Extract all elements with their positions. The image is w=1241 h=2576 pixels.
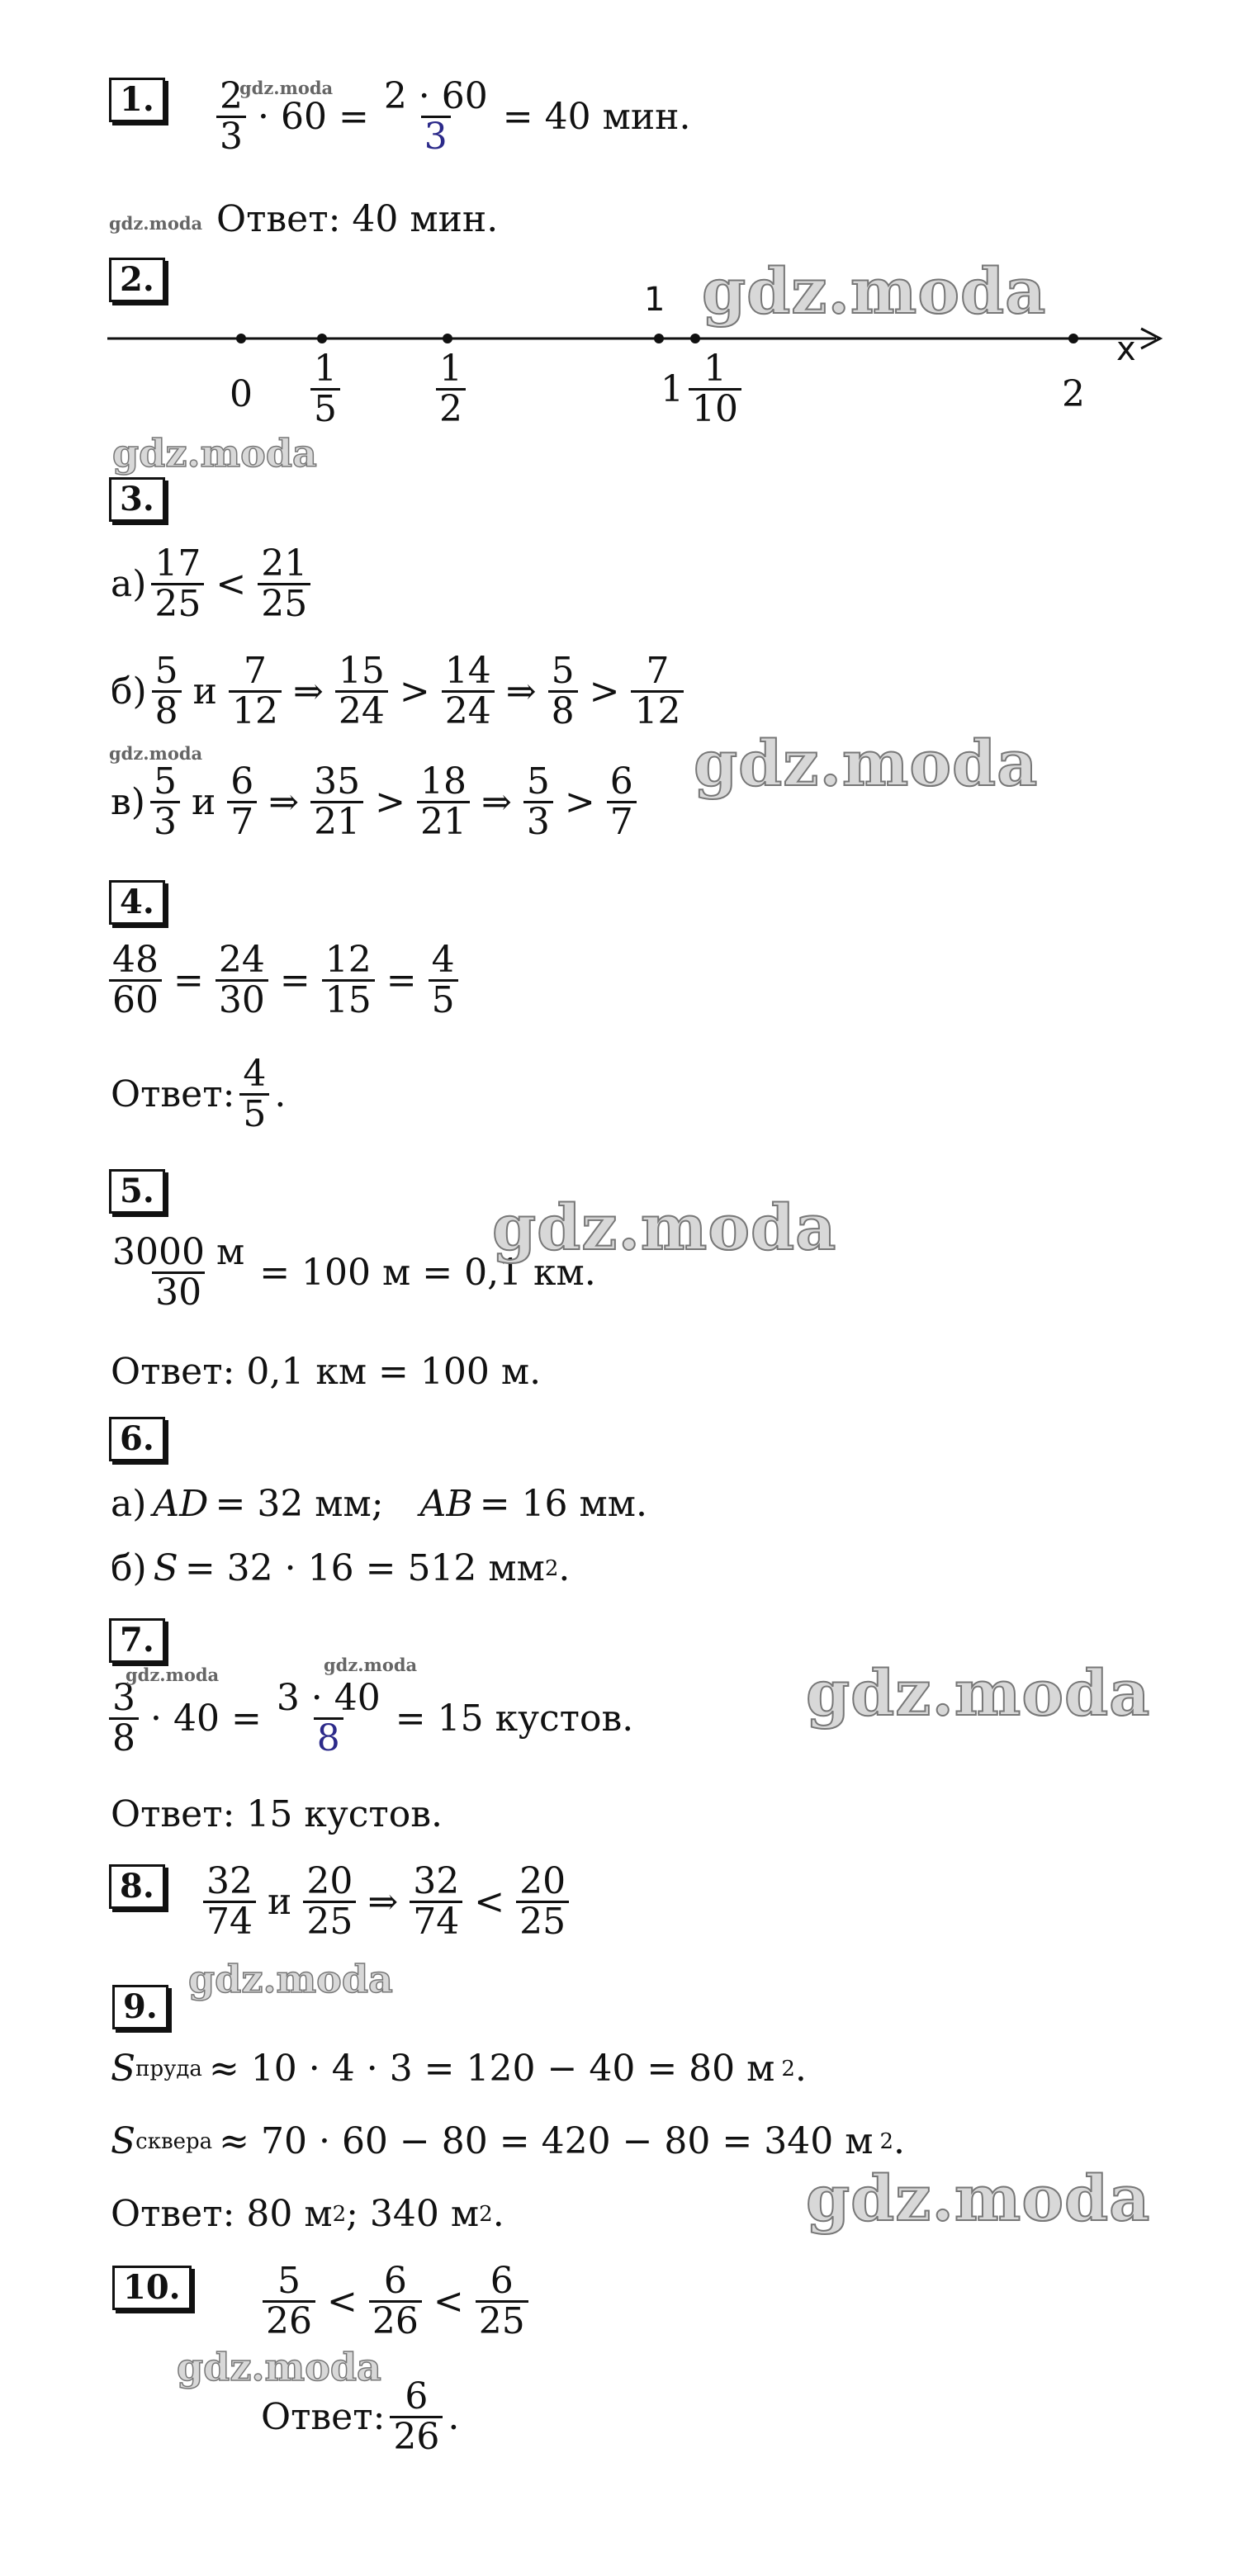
denominator: 12 [229,690,282,731]
problem-number-8: 8. [109,1864,165,1909]
numerator: 1 [439,348,462,390]
numerator: 14 [444,650,491,692]
watermark: gdz.moda [177,2345,381,2389]
item-label: б) [111,1547,147,1589]
implies: ⇒ [481,781,512,824]
denominator: 3 [150,801,180,841]
numerator: 20 [519,1860,566,1902]
denominator: 30 [152,1271,205,1312]
watermark: gdz.moda [694,727,1039,800]
problem-6b [111,1547,570,1589]
watermark: gdz.moda [702,254,1047,328]
expression-text: = 32 · 16 = 512 мм [184,1547,545,1589]
period: . [492,2193,504,2235]
numerator: 6 [405,2375,429,2417]
denominator: 25 [151,583,204,623]
item-label: в) [111,781,145,824]
label-above-1: 1 [644,281,665,319]
answer-text: Ответ: 80 м [111,2193,333,2235]
denominator: 5 [429,979,458,1020]
implies: ⇒ [292,670,324,713]
operator: > [375,781,406,824]
superscript: 2 [479,2201,493,2227]
answer-5: Ответ: 0,1 км = 100 м. [111,1351,542,1393]
item-label: а) [111,1483,147,1525]
denominator: 15 [322,979,375,1020]
numerator: 21 [261,542,308,585]
denominator: 26 [369,2300,422,2341]
problem-9-line-1 [111,2048,807,2090]
point-1-1-10 [690,334,700,343]
numerator: 17 [154,542,201,585]
numerator: 7 [243,650,267,692]
expression-text: = 16 мм. [479,1483,647,1525]
expression-text: ≈ 70 · 60 − 80 = 420 − 80 = 340 м [219,2120,874,2162]
denominator: 26 [390,2416,443,2456]
denominator: 8 [548,690,578,731]
variable: AD [153,1483,209,1525]
denominator: 60 [109,979,162,1020]
numerator: 5 [154,650,178,692]
numerator: 3000 м [112,1231,245,1273]
conjunction: и [192,670,217,713]
point-2 [1068,334,1078,343]
denominator: 3 [421,116,451,156]
operator: = [279,959,310,1002]
tick-label-1-5 [306,350,345,429]
watermark: gdz.moda [324,1655,418,1675]
denominator: 25 [258,583,310,623]
answer-1: Ответ: 40 мин. [216,198,499,240]
expression-text: = 15 кустов. [395,1698,634,1740]
operator: < [327,2280,358,2323]
point-0 [236,334,246,343]
superscript: 2 [781,2056,795,2081]
numerator: 15 [338,650,385,692]
fraction [381,75,491,159]
point-1-5 [317,334,327,343]
denominator: 2 [436,388,466,429]
numerator: 12 [324,939,372,981]
watermark: gdz.moda [188,1957,393,2001]
numerator: 1 [314,348,337,390]
tick-label-1-1-10 [661,350,746,429]
answer-4 [111,1055,286,1134]
denominator: 7 [227,801,257,841]
variable: S [111,2120,136,2162]
numerator: 1 [703,348,727,390]
numerator: 6 [230,760,254,803]
operator: < [474,1881,505,1924]
operator: > [589,670,620,713]
problem-4-equation [104,941,463,1020]
denominator: 7 [607,801,637,841]
denominator: 10 [689,388,741,429]
numerator: 4 [431,939,455,981]
denominator: 25 [516,1901,569,1941]
implies: ⇒ [367,1881,399,1924]
numerator: 35 [314,760,361,803]
numerator: 5 [153,760,177,803]
variable: AB [419,1483,473,1525]
numerator: 32 [206,1860,253,1902]
problem-number-4: 4. [109,880,165,925]
implies: ⇒ [268,781,300,824]
operator: > [564,781,595,824]
problem-3a [111,542,315,626]
denominator: 8 [152,690,182,731]
problem-3c [111,760,642,844]
numerator: 5 [526,760,550,803]
numerator: 6 [490,2260,514,2302]
watermark: gdz.moda [239,78,334,98]
variable: S [153,1547,178,1589]
problem-9-line-2 [111,2120,905,2162]
answer-10 [261,2375,460,2459]
answer-9 [111,2193,504,2235]
operator: < [216,563,247,606]
numerator: 18 [420,760,467,803]
watermark: gdz.moda [112,431,317,476]
numerator: 7 [646,650,670,692]
tick-label-1-2 [431,350,471,429]
expression-text: = 32 мм; [215,1483,384,1525]
problem-number-10: 10. [112,2266,192,2310]
watermark: gdz.moda [126,1664,220,1685]
denominator: 25 [476,2300,528,2341]
problem-number-1: 1. [109,78,165,122]
answer-label: Ответ: [111,1073,235,1116]
problem-8-equation [198,1860,574,1944]
variable: S [111,2048,136,2090]
problem-number-9: 9. [112,1985,168,2029]
period: . [558,1547,571,1589]
expression-text: = 40 мин. [502,96,691,139]
denominator: 21 [417,801,470,841]
conjunction: и [268,1881,292,1924]
problem-10-equation [258,2262,533,2341]
expression-text: = 100 м = 0,1 км. [259,1252,596,1295]
problem-3b [111,652,689,731]
answer-7: Ответ: 15 кустов. [111,1793,443,1835]
numerator: 3 [112,1677,135,1719]
operator: < [433,2280,464,2323]
problem-6a [111,1483,647,1525]
numerator: 5 [277,2260,301,2302]
conjunction: и [191,781,216,824]
problem-number-6: 6. [109,1417,165,1461]
denominator: 74 [203,1901,256,1941]
period: . [794,2048,807,2090]
period: . [274,1073,287,1116]
numerator: 2 [220,75,243,117]
superscript: 2 [332,2201,347,2227]
denominator: 74 [410,1901,462,1941]
problem-number-2: 2. [109,258,165,302]
point-1 [654,334,664,343]
watermark: gdz.moda [109,743,203,764]
period: . [893,2120,905,2162]
superscript: 2 [544,1556,559,1581]
denominator: 3 [523,801,553,841]
numerator: 3 · 40 [276,1677,381,1719]
numerator: 48 [112,939,159,981]
denominator: 30 [216,979,268,1020]
denominator: 24 [442,690,495,731]
numerator: 32 [413,1860,460,1902]
expression-text: · 60 = [258,96,369,139]
period: . [448,2396,460,2439]
subscript: пруда [135,2056,202,2081]
denominator: 26 [263,2300,315,2341]
denominator: 8 [109,1717,139,1758]
tick-label-2: 2 [1062,373,1085,415]
denominator: 25 [303,1901,356,1941]
numerator: 24 [218,939,265,981]
expression-text: ≈ 10 · 4 · 3 = 120 − 40 = 80 м [208,2048,775,2090]
denominator: 5 [239,1093,269,1134]
denominator: 3 [216,116,246,156]
watermark: gdz.moda [109,213,203,234]
numerator: 20 [306,1860,353,1902]
watermark: gdz.moda [806,2162,1151,2235]
operator: = [173,959,204,1002]
expression-text: · 40 = [150,1698,262,1740]
implies: ⇒ [505,670,537,713]
axis-label-x: x [1116,330,1136,368]
denominator: 12 [631,690,684,731]
denominator: 5 [310,388,340,429]
denominator: 24 [335,690,388,731]
denominator: 8 [314,1717,343,1758]
problem-number-7: 7. [109,1618,165,1663]
problem-number-5: 5. [109,1169,165,1214]
problem-7-equation [104,1679,640,1758]
item-label: б) [111,670,147,713]
watermark: gdz.moda [492,1191,837,1264]
tick-label-0: 0 [230,373,253,415]
point-1-2 [443,334,452,343]
watermark: gdz.moda [806,1656,1151,1730]
subscript: сквера [135,2129,213,2154]
numerator: 6 [383,2260,407,2302]
problem-number-3: 3. [109,477,165,522]
numerator: 4 [243,1053,267,1095]
numerator: 2 · 60 [383,75,488,117]
numerator: 5 [551,650,575,692]
denominator: 21 [310,801,363,841]
item-label: а) [111,563,147,606]
answer-text: ; 340 м [346,2193,480,2235]
numerator: 6 [609,760,633,803]
operator: > [399,670,430,713]
answer-label: Ответ: [261,2396,386,2439]
operator: = [386,959,417,1002]
superscript: 2 [879,2129,893,2154]
whole-part: 1 [661,368,684,411]
